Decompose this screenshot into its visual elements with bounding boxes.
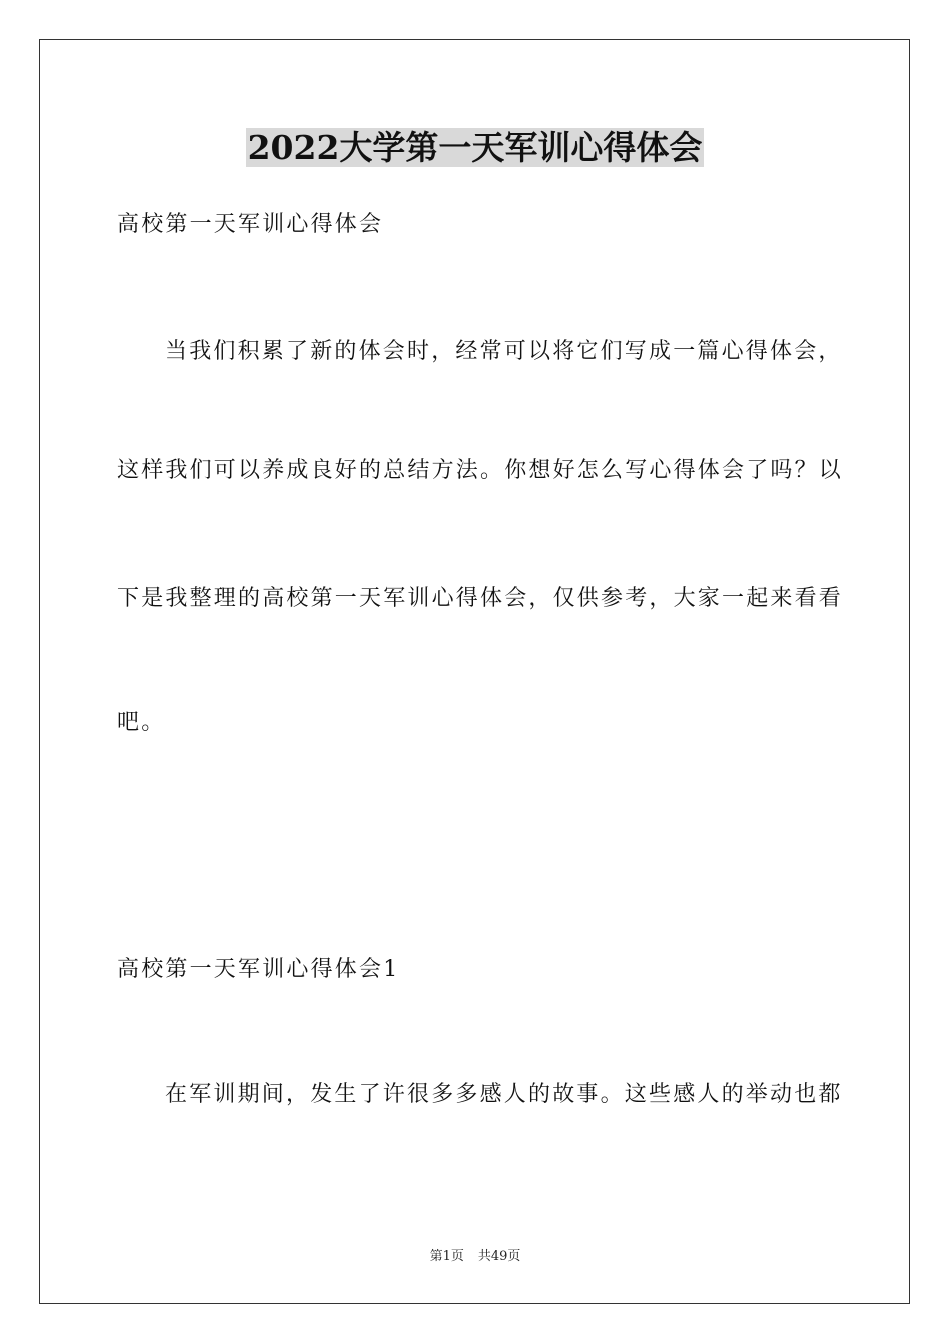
paragraph-line: 下是我整理的高校第一天军训心得体会，仅供参考，大家一起来看看 — [117, 586, 844, 611]
page-number: 第1页 — [429, 1249, 464, 1264]
document-title-text: 2022大学第一天军训心得体会 — [247, 128, 703, 167]
document-title — [0, 128, 950, 168]
paragraph-line: 当我们积累了新的体会时，经常可以将它们写成一篇心得体会， — [165, 339, 843, 364]
paragraph-line: 这样我们可以养成良好的总结方法。你想好怎么写心得体会了吗？以 — [117, 458, 844, 483]
document-subtitle: 高校第一天军训心得体会 — [117, 212, 384, 237]
page-footer — [0, 1248, 950, 1266]
paragraph-line: 吧。 — [117, 710, 166, 735]
paragraph-line: 在军训期间，发生了许很多多感人的故事。这些感人的举动也都 — [165, 1082, 843, 1107]
page-total: 共49页 — [477, 1249, 521, 1264]
section-heading: 高校第一天军训心得体会1 — [117, 957, 400, 982]
